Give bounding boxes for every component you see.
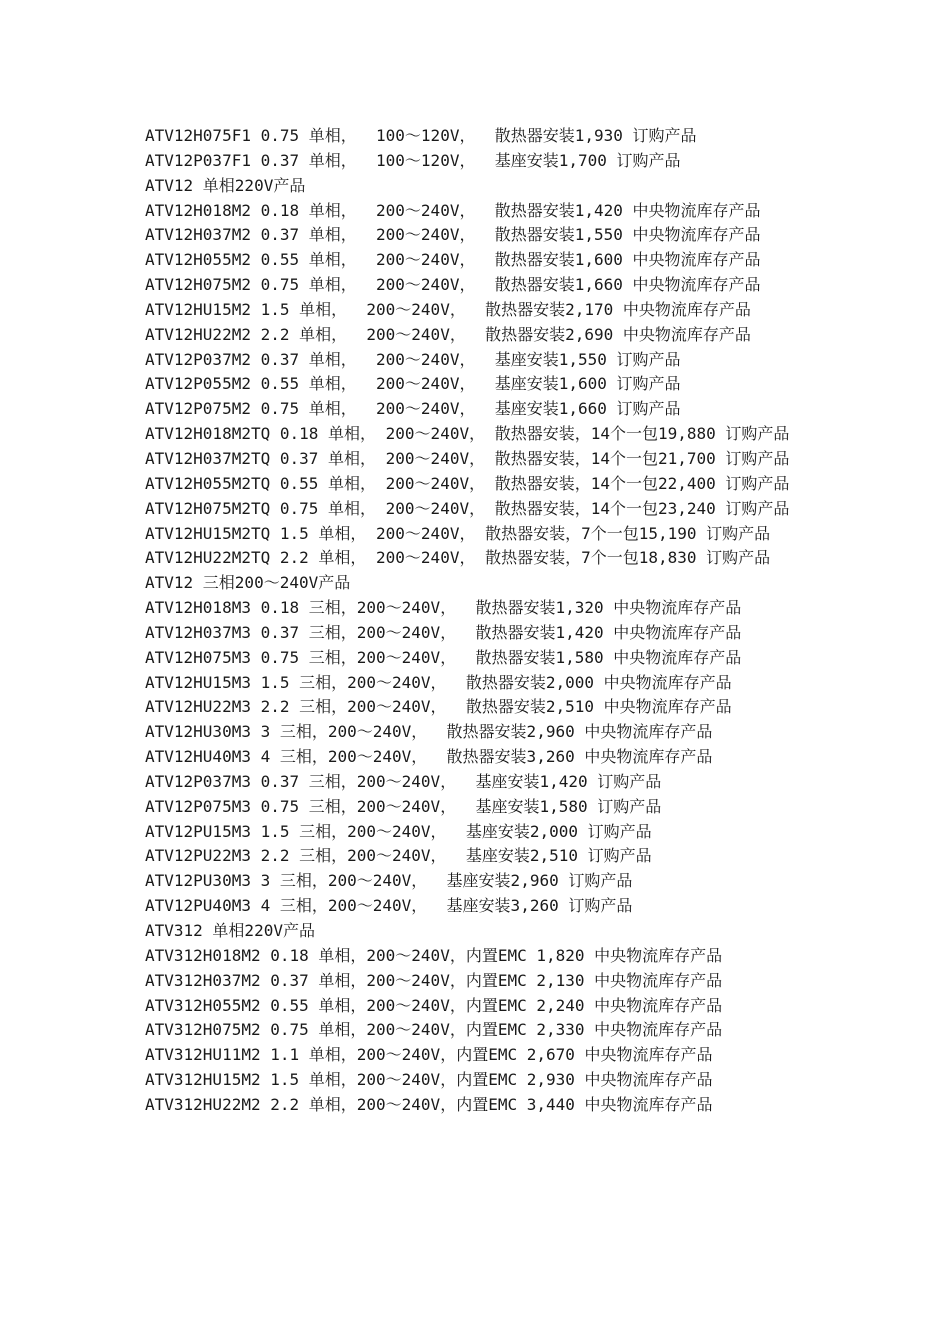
text-line: ATV12HU15M2 1.5 单相， 200～240V， 散热器安装2,170 中央物流库存产品 [145, 299, 751, 319]
text-line: ATV12P037F1 0.37 单相， 100～120V， 基座安装1,700 订购产品 [145, 150, 681, 170]
text-line: ATV12H037M2 0.37 单相， 200～240V， 散热器安装1,550 中央物流库存产品 [145, 225, 761, 245]
text-line: ATV312H075M2 0.75 单相，200～240V，内置EMC 2,330 中央物流库存产品 [145, 1020, 723, 1040]
price-list-text [145, 124, 815, 1118]
text-line: ATV12P037M3 0.37 三相，200～240V， 基座安装1,420 订购产品 [145, 771, 662, 791]
text-line: ATV12P075M3 0.75 三相，200～240V， 基座安装1,580 订购产品 [145, 796, 662, 816]
text-line: ATV12HU22M2 2.2 单相， 200～240V， 散热器安装2,690 中央物流库存产品 [145, 324, 751, 344]
text-line: ATV12HU22M2TQ 2.2 单相， 200～240V， 散热器安装，7个一包18,830 订购产品 [145, 548, 771, 568]
text-line: ATV12PU15M3 1.5 三相，200～240V， 基座安装2,000 订购产品 [145, 821, 652, 841]
text-line: ATV12H055M2 0.55 单相， 200～240V， 散热器安装1,600 中央物流库存产品 [145, 250, 761, 270]
text-line: ATV12H018M2TQ 0.18 单相， 200～240V， 散热器安装，14个一包19,880 订购产品 [145, 424, 790, 444]
section-heading: ATV12 三相200～240V产品 [145, 573, 351, 593]
text-line: ATV312HU15M2 1.5 单相，200～240V，内置EMC 2,930 中央物流库存产品 [145, 1070, 713, 1090]
text-line: ATV12HU40M3 4 三相，200～240V， 散热器安装3,260 中央物流库存产品 [145, 747, 713, 767]
text-line: ATV12H055M2TQ 0.55 单相， 200～240V， 散热器安装，14个一包22,400 订购产品 [145, 473, 790, 493]
text-line: ATV312HU22M2 2.2 单相，200～240V，内置EMC 3,440 中央物流库存产品 [145, 1094, 713, 1114]
text-line: ATV12PU30M3 3 三相，200～240V， 基座安装2,960 订购产品 [145, 871, 633, 891]
text-line: ATV12P055M2 0.55 单相， 200～240V， 基座安装1,600 订购产品 [145, 374, 681, 394]
text-line: ATV12P075M2 0.75 单相， 200～240V， 基座安装1,660 订购产品 [145, 399, 681, 419]
text-line: ATV312H037M2 0.37 单相，200～240V，内置EMC 2,130 中央物流库存产品 [145, 970, 723, 990]
text-line: ATV12H075M2 0.75 单相， 200～240V， 散热器安装1,660 中央物流库存产品 [145, 275, 761, 295]
section-heading: ATV312 单相220V产品 [145, 921, 315, 940]
text-line: ATV12HU30M3 3 三相，200～240V， 散热器安装2,960 中央物流库存产品 [145, 722, 713, 742]
text-line: ATV12H037M2TQ 0.37 单相， 200～240V， 散热器安装，14个一包21,700 订购产品 [145, 448, 790, 468]
text-line: ATV312H055M2 0.55 单相，200～240V，内置EMC 2,240 中央物流库存产品 [145, 995, 723, 1015]
text-line: ATV12H018M2 0.18 单相， 200～240V， 散热器安装1,420 中央物流库存产品 [145, 200, 761, 220]
text-line: ATV12H075M3 0.75 三相，200～240V， 散热器安装1,580 中央物流库存产品 [145, 647, 742, 667]
text-line: ATV12H037M3 0.37 三相，200～240V， 散热器安装1,420 中央物流库存产品 [145, 622, 742, 642]
text-line: ATV12P037M2 0.37 单相， 200～240V， 基座安装1,550 订购产品 [145, 349, 681, 369]
text-line: ATV12H075M2TQ 0.75 单相， 200～240V， 散热器安装，14个一包23,240 订购产品 [145, 498, 790, 518]
section-heading: ATV12 单相220V产品 [145, 175, 306, 195]
text-line: ATV312HU11M2 1.1 单相，200～240V，内置EMC 2,670 中央物流库存产品 [145, 1045, 713, 1065]
text-line: ATV12HU15M2TQ 1.5 单相， 200～240V， 散热器安装，7个一包15,190 订购产品 [145, 523, 771, 543]
text-line: ATV12HU22M3 2.2 三相，200～240V， 散热器安装2,510 中央物流库存产品 [145, 697, 732, 717]
text-line: ATV12PU40M3 4 三相，200～240V， 基座安装3,260 订购产品 [145, 896, 633, 916]
text-line: ATV12H075F1 0.75 单相， 100～120V， 散热器安装1,930 订购产品 [145, 126, 697, 145]
text-line: ATV12PU22M3 2.2 三相，200～240V， 基座安装2,510 订购产品 [145, 846, 652, 866]
text-line: ATV12H018M3 0.18 三相，200～240V， 散热器安装1,320 中央物流库存产品 [145, 598, 742, 618]
text-line: ATV12HU15M3 1.5 三相，200～240V， 散热器安装2,000 中央物流库存产品 [145, 672, 732, 692]
text-line: ATV312H018M2 0.18 单相，200～240V，内置EMC 1,820 中央物流库存产品 [145, 945, 723, 965]
